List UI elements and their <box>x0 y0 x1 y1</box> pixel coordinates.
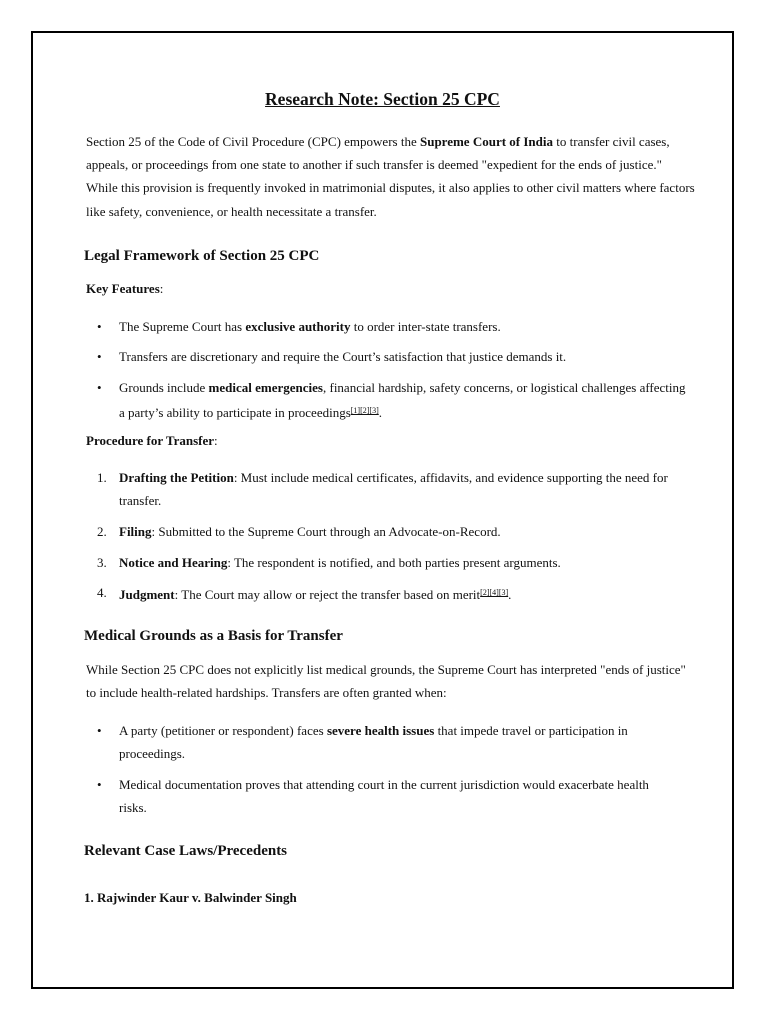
citation-link[interactable]: [1][2][3] <box>350 406 379 416</box>
intro-text: Section 25 of the Code of Civil Procedure (CPC) empowers the <box>86 134 420 149</box>
list-item-text-cont: to order inter-state transfers. <box>350 319 501 334</box>
colon: : <box>159 281 164 296</box>
list-item-text-cont: that impede travel or participation in proceedings. <box>119 723 628 762</box>
list-item-bold: exclusive authority <box>245 319 351 334</box>
list-item-bold: severe health issues <box>326 723 435 738</box>
list-number: 2. <box>97 524 107 539</box>
list-item <box>97 466 689 512</box>
section-heading-legal-framework: Legal Framework of Section 25 CPC <box>84 248 320 264</box>
list-item-end: . <box>508 587 512 602</box>
bullet-icon: • <box>97 349 102 364</box>
section-heading-medical-grounds: Medical Grounds as a Basis for Transfer <box>84 628 343 644</box>
list-item-bold: Notice and Hearing <box>119 555 228 570</box>
case-heading: 1. Rajwinder Kaur v. Balwinder Singh <box>84 890 297 905</box>
list-item-text: : The Court may allow or reject the transfer based on merit <box>174 587 481 602</box>
medical-grounds-paragraph: While Section 25 CPC does not explicitly list medical grounds, the Supreme Court has interpreted "ends of justice" to include health-related hardships. Transfers are often granted when: <box>86 662 686 701</box>
list-item-text: Medical documentation proves that attending court in the current jurisdiction would exacerbate health risks. <box>119 777 649 816</box>
list-item-end: . <box>378 405 382 421</box>
intro-bold: Supreme Court of India <box>419 134 554 149</box>
list-item-bold: Filing <box>119 524 152 539</box>
list-item-text: Transfers are discretionary and require the Court’s satisfaction that justice demands it. <box>119 349 567 364</box>
list-item <box>97 551 689 574</box>
intro-text-cont: to transfer civil cases, appeals, or proceedings from one state to another if such transfer is deemed "expedient for the ends of justice." While this provision is frequently invoked in matrimonial disputes, it also applies to other civil matters where factors like safety, convenience, or health necessitate a transfer. <box>86 134 695 219</box>
list-item <box>97 315 689 338</box>
list-item <box>97 520 689 543</box>
bullet-icon: • <box>97 319 102 334</box>
list-item <box>97 376 689 424</box>
list-number: 3. <box>97 555 107 570</box>
list-item-text: A party (petitioner or respondent) faces <box>119 723 327 738</box>
list-item-text: The Supreme Court has <box>119 319 246 334</box>
list-number: 4. <box>97 585 107 600</box>
list-item <box>97 345 689 368</box>
list-item-text: : The respondent is notified, and both parties present arguments. <box>227 555 561 570</box>
list-item-text: : Must include medical certificates, affidavits, and evidence supporting the need for transfer. <box>119 470 668 509</box>
list-item-text: : Submitted to the Supreme Court through an Advocate-on-Record. <box>151 524 501 539</box>
citation-link[interactable]: [2][4][3] <box>480 588 509 597</box>
bullet-icon: • <box>97 380 102 395</box>
section-heading-case-laws: Relevant Case Laws/Precedents <box>84 843 288 859</box>
procedure-label-text: Procedure for Transfer <box>86 433 215 448</box>
bullet-icon: • <box>97 723 102 738</box>
list-item-bold: medical emergencies <box>208 380 323 395</box>
colon: : <box>214 433 218 448</box>
list-item <box>97 581 689 606</box>
list-item-bold: Judgment <box>119 587 175 602</box>
page-title: Research Note: Section 25 CPC <box>265 89 500 109</box>
list-item-text-cont: , financial hardship, safety concerns, or logistical challenges affecting a party’s ability to participate in proceedings <box>119 380 686 421</box>
list-item <box>97 719 689 765</box>
list-number: 1. <box>97 470 107 485</box>
list-item-bold: Drafting the Petition <box>119 470 234 485</box>
key-features-label <box>86 281 163 297</box>
intro-paragraph <box>86 130 696 223</box>
list-item <box>97 773 679 819</box>
list-item-text: Grounds include <box>119 380 209 395</box>
document-page <box>31 31 734 989</box>
bullet-icon: • <box>97 777 102 792</box>
procedure-label <box>86 433 218 449</box>
key-features-label-text: Key Features <box>86 281 160 296</box>
